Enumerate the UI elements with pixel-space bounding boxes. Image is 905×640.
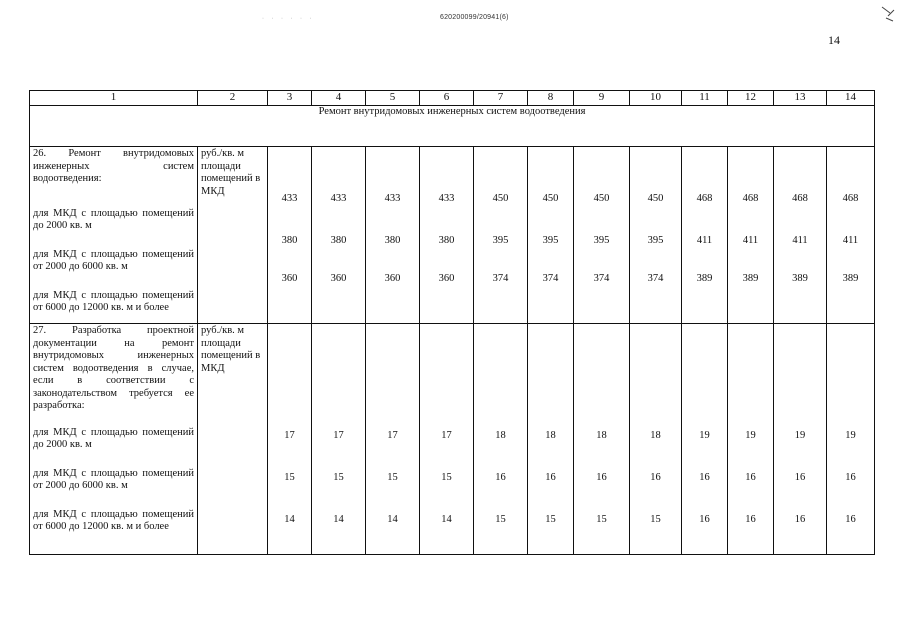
value: 450 bbox=[647, 193, 664, 204]
value: 14 bbox=[284, 514, 295, 525]
table-row bbox=[30, 324, 875, 555]
value-cell bbox=[774, 324, 827, 555]
value: 16 bbox=[794, 472, 806, 483]
column-number: 3 bbox=[268, 91, 312, 106]
column-number: 10 bbox=[630, 91, 682, 106]
value-cell bbox=[630, 324, 682, 555]
column-number: 12 bbox=[728, 91, 774, 106]
value: 15 bbox=[596, 514, 607, 525]
value-cell bbox=[682, 147, 728, 324]
value: 18 bbox=[596, 430, 607, 441]
value: 433 bbox=[438, 193, 455, 204]
unit-label: руб./кв. м площади помещений в МКД bbox=[201, 325, 261, 374]
unit-cell bbox=[198, 147, 268, 324]
section-title: Ремонт внутридомовых инженерных систем водоотведения bbox=[30, 106, 875, 147]
value-cell bbox=[682, 324, 728, 555]
row-description bbox=[30, 147, 198, 324]
value: 468 bbox=[696, 193, 713, 204]
value: 18 bbox=[545, 430, 556, 441]
value: 360 bbox=[281, 273, 298, 284]
value: 433 bbox=[281, 193, 298, 204]
value-cell bbox=[420, 147, 474, 324]
value: 411 bbox=[742, 235, 759, 246]
value-cell bbox=[312, 324, 366, 555]
value: 360 bbox=[438, 273, 455, 284]
value: 16 bbox=[699, 514, 710, 525]
column-number: 4 bbox=[312, 91, 366, 106]
value: 374 bbox=[647, 273, 664, 284]
unit-label: руб./кв. м площади помещений в МКД bbox=[201, 148, 261, 197]
value: 17 bbox=[284, 430, 295, 441]
value-cell bbox=[420, 324, 474, 555]
table-row bbox=[30, 147, 875, 324]
value: 411 bbox=[842, 235, 859, 246]
value: 380 bbox=[384, 235, 401, 246]
value: 360 bbox=[384, 273, 401, 284]
value: 374 bbox=[593, 273, 610, 284]
value: 389 bbox=[842, 273, 859, 284]
value: 450 bbox=[593, 193, 610, 204]
value: 16 bbox=[794, 514, 806, 525]
row-title: 27. Разработка проектной документации на ремонт внутридомовых инженерных систем водоотведения в случае, если в соответствии с законодательством требуется ее разработка: bbox=[33, 325, 194, 411]
value: 15 bbox=[650, 514, 661, 525]
column-number: 1 bbox=[30, 91, 198, 106]
item-label: для МКД с площадью помещений до 2000 кв. м bbox=[33, 426, 194, 450]
column-number: 5 bbox=[366, 91, 420, 106]
value: 16 bbox=[495, 472, 506, 483]
value: 19 bbox=[794, 430, 806, 441]
value: 374 bbox=[492, 273, 509, 284]
value: 468 bbox=[742, 193, 759, 204]
value: 450 bbox=[542, 193, 559, 204]
value: 468 bbox=[792, 193, 808, 204]
value: 395 bbox=[647, 235, 664, 246]
value-cell bbox=[474, 147, 528, 324]
value: 374 bbox=[542, 273, 559, 284]
rates-table bbox=[29, 90, 875, 555]
value: 411 bbox=[792, 235, 808, 246]
value: 468 bbox=[842, 193, 859, 204]
value: 411 bbox=[696, 235, 713, 246]
value: 15 bbox=[333, 472, 344, 483]
value-cell bbox=[827, 147, 875, 324]
value: 450 bbox=[492, 193, 509, 204]
value: 17 bbox=[441, 430, 452, 441]
value: 433 bbox=[330, 193, 347, 204]
value-cell bbox=[528, 324, 574, 555]
value: 17 bbox=[387, 430, 398, 441]
value: 15 bbox=[495, 514, 506, 525]
column-number: 13 bbox=[774, 91, 827, 106]
value: 14 bbox=[387, 514, 398, 525]
item-label: для МКД с площадью помещений до 2000 кв. м bbox=[33, 207, 194, 231]
value: 16 bbox=[845, 472, 856, 483]
value: 15 bbox=[545, 514, 556, 525]
value-cell bbox=[574, 147, 630, 324]
page-number: 14 bbox=[828, 33, 840, 47]
scan-mark-icon bbox=[878, 4, 898, 24]
unit-cell bbox=[198, 324, 268, 555]
value-cell bbox=[366, 324, 420, 555]
value: 433 bbox=[384, 193, 401, 204]
value: 389 bbox=[696, 273, 713, 284]
column-number-row bbox=[30, 91, 875, 106]
section-title-row bbox=[30, 106, 875, 147]
value: 19 bbox=[699, 430, 710, 441]
value: 360 bbox=[330, 273, 347, 284]
value: 19 bbox=[845, 430, 856, 441]
value: 16 bbox=[545, 472, 556, 483]
value-cell bbox=[528, 147, 574, 324]
value: 16 bbox=[845, 514, 856, 525]
value-cell bbox=[268, 147, 312, 324]
value: 395 bbox=[593, 235, 610, 246]
value: 14 bbox=[441, 514, 452, 525]
item-label: для МКД с площадью помещений от 6000 до 12000 кв. м и более bbox=[33, 289, 194, 313]
value: 16 bbox=[745, 472, 756, 483]
value-cell bbox=[827, 324, 875, 555]
value-cell bbox=[728, 147, 774, 324]
value-cell bbox=[774, 147, 827, 324]
column-number: 11 bbox=[682, 91, 728, 106]
value: 389 bbox=[792, 273, 808, 284]
value: 17 bbox=[333, 430, 344, 441]
value: 19 bbox=[745, 430, 756, 441]
value-cell bbox=[630, 147, 682, 324]
value: 380 bbox=[281, 235, 298, 246]
value: 395 bbox=[542, 235, 559, 246]
scan-noise: · · · · · · bbox=[262, 16, 315, 22]
value-cell bbox=[474, 324, 528, 555]
value: 15 bbox=[441, 472, 452, 483]
value: 380 bbox=[330, 235, 347, 246]
column-number: 6 bbox=[420, 91, 474, 106]
document-id: 620200099/20941(6) bbox=[440, 14, 509, 21]
value: 15 bbox=[284, 472, 295, 483]
row-description bbox=[30, 324, 198, 555]
column-number: 2 bbox=[198, 91, 268, 106]
value: 18 bbox=[495, 430, 506, 441]
column-number: 14 bbox=[827, 91, 875, 106]
value: 16 bbox=[699, 472, 710, 483]
value: 389 bbox=[742, 273, 759, 284]
value: 16 bbox=[650, 472, 661, 483]
row-title: 26. Ремонт внутридомовых инженерных систем водоотведения: bbox=[33, 148, 194, 184]
value: 14 bbox=[333, 514, 344, 525]
value: 16 bbox=[745, 514, 756, 525]
item-label: для МКД с площадью помещений от 2000 до 6000 кв. м bbox=[33, 248, 194, 272]
value: 16 bbox=[596, 472, 607, 483]
value: 18 bbox=[650, 430, 661, 441]
value: 380 bbox=[438, 235, 455, 246]
column-number: 8 bbox=[528, 91, 574, 106]
item-label: для МКД с площадью помещений от 2000 до 6000 кв. м bbox=[33, 467, 194, 491]
column-number: 7 bbox=[474, 91, 528, 106]
value: 395 bbox=[492, 235, 509, 246]
value-cell bbox=[574, 324, 630, 555]
value: 15 bbox=[387, 472, 398, 483]
column-number: 9 bbox=[574, 91, 630, 106]
value-cell bbox=[366, 147, 420, 324]
value-cell bbox=[268, 324, 312, 555]
value-cell bbox=[312, 147, 366, 324]
item-label: для МКД с площадью помещений от 6000 до 12000 кв. м и более bbox=[33, 508, 194, 532]
value-cell bbox=[728, 324, 774, 555]
